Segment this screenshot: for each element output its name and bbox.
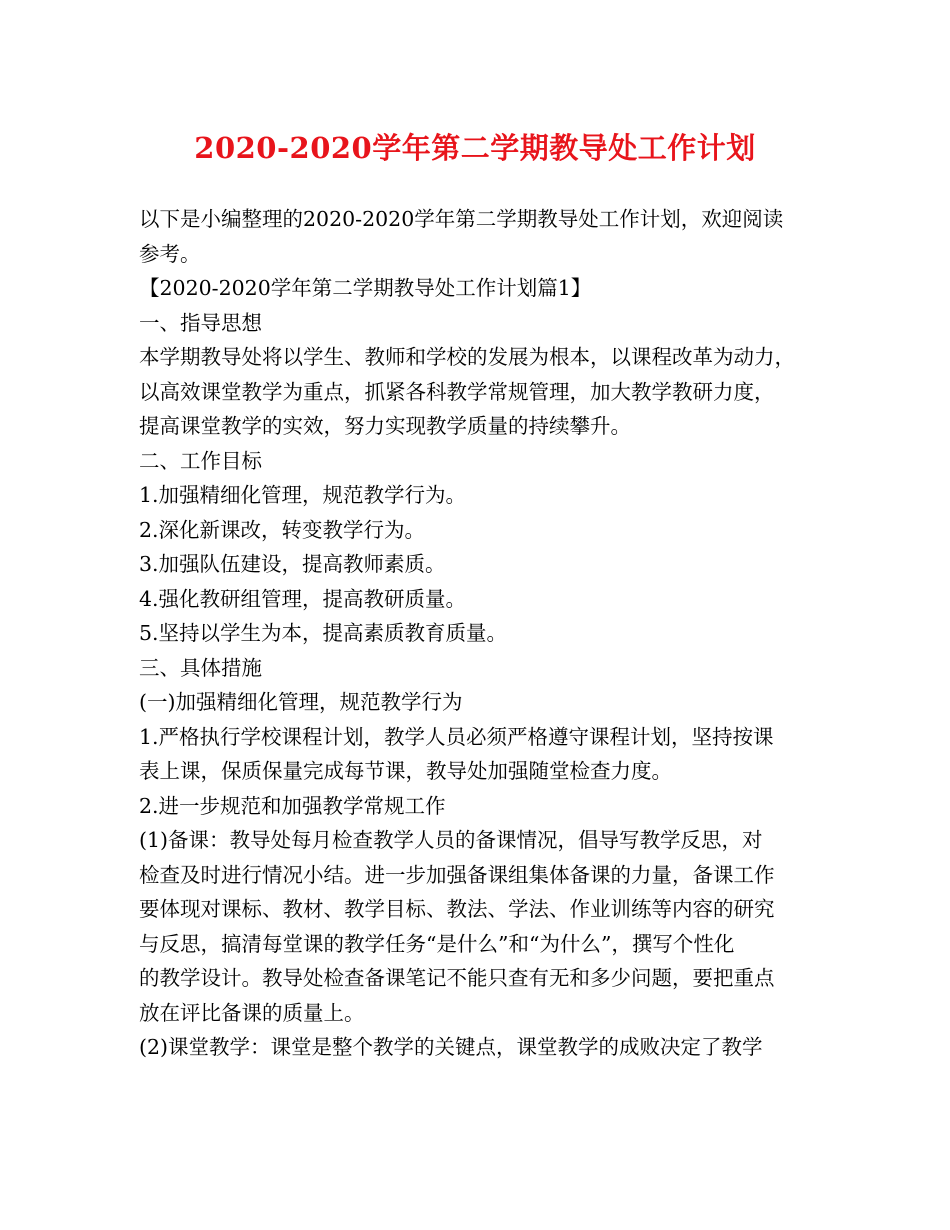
text-line: 以下是小编整理的2020-2020学年第二学期教导处工作计划，欢迎阅读 [139, 207, 784, 231]
list-item: 1.加强精细化管理，规范教学行为。 [139, 483, 467, 507]
list-item: 5.坚持以学生为本，提高素质教育质量。 [139, 621, 508, 645]
section-heading: 一、指导思想 [139, 310, 262, 335]
text-line: 参考。 [139, 241, 201, 266]
list-item: 2.深化新课改，转变教学行为。 [139, 517, 426, 542]
document-title: 2020-2020学年第二学期教导处工作计划 [194, 131, 756, 165]
section-heading: 二、工作目标 [139, 448, 262, 473]
text-line: 1.严格执行学校课程计划，教学人员必须严格遵守课程计划，坚持按课 [139, 724, 774, 749]
text-line: 提高课堂教学的实效，努力实现教学质量的持续攀升。 [139, 414, 631, 438]
text-line: 表上课，保质保量完成每节课，教导处加强随堂检查力度。 [139, 759, 672, 783]
section-heading: 【2020-2020学年第二学期教导处工作计划篇1】 [139, 276, 592, 300]
text-line: (2)课堂教学：课堂是整个教学的关键点，课堂教学的成败决定了教学 [139, 1035, 763, 1059]
text-line: 的教学设计。教导处检查备课笔记不能只查有无和多少问题，要把重点 [139, 966, 775, 990]
subsection-heading: (一)加强精细化管理，规范教学行为 [139, 690, 463, 714]
text-line: 以高效课堂教学为重点，抓紧各科教学常规管理，加大教学教研力度， [139, 379, 775, 404]
text-line: 放在评比备课的质量上。 [139, 1000, 365, 1025]
text-line: 本学期教导处将以学生、教师和学校的发展为根本，以课程改革为动力， [139, 345, 795, 369]
text-line: (1)备课：教导处每月检查教学人员的备课情况，倡导写教学反思，对 [139, 828, 763, 852]
list-item: 3.加强队伍建设，提高教师素质。 [139, 552, 446, 576]
document-body [139, 202, 824, 1065]
section-heading: 三、具体措施 [139, 655, 262, 680]
text-line: 检查及时进行情况小结。进一步加强备课组集体备课的力量，备课工作 [139, 862, 775, 887]
text-line: 要体现对课标、教材、教学目标、教法、学法、作业训练等内容的研究 [139, 897, 775, 921]
text-line: 与反思，搞清每堂课的教学任务“是什么”和“为什么”，撰写个性化 [139, 931, 735, 956]
list-item: 4.强化教研组管理，提高教研质量。 [139, 586, 467, 611]
text-line: 2.进一步规范和加强教学常规工作 [139, 793, 446, 818]
